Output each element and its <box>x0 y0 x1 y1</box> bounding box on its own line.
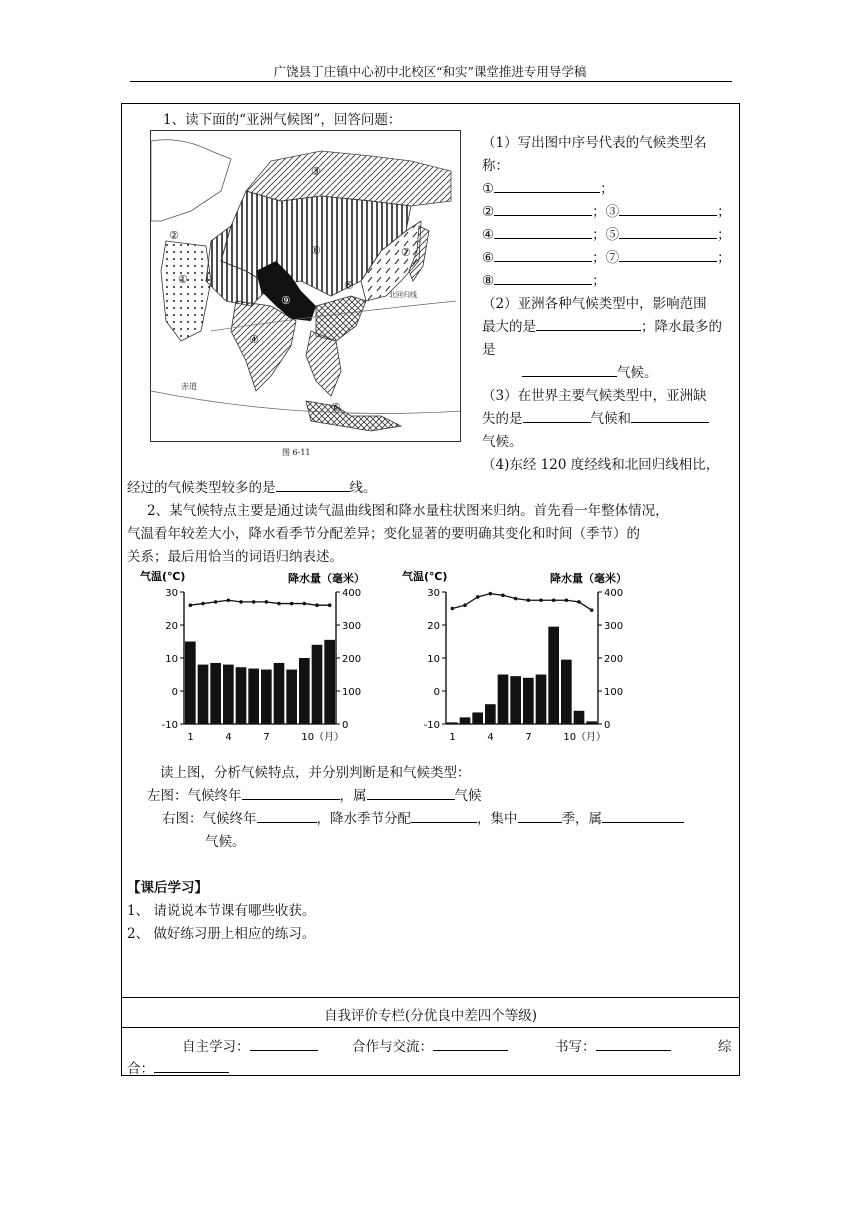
precip-bar <box>523 678 534 724</box>
answer-blank[interactable] <box>494 180 600 193</box>
temperature-point <box>201 602 205 606</box>
answer-blank[interactable] <box>536 318 641 331</box>
answer-blank[interactable] <box>494 272 592 285</box>
text: 线。 <box>349 480 377 496</box>
x-tick-label: 10（月） <box>301 732 345 743</box>
map-caption: 图 6-11 <box>282 448 311 457</box>
map-num-1: ① <box>178 273 188 286</box>
precip-bar <box>312 645 323 724</box>
text: 经过的气候类型较多的是 <box>127 480 276 496</box>
semicolon: ； <box>592 204 606 220</box>
x-tick-label: 7 <box>263 732 270 743</box>
answer-row-1 <box>482 177 614 197</box>
y2-tick-label: 0 <box>604 720 611 731</box>
item-label: ④ <box>482 227 495 243</box>
item-label: ⑤ <box>605 227 620 243</box>
text: 书写： <box>555 1039 596 1055</box>
x-tick-label: 7 <box>525 732 532 743</box>
answer-blank[interactable] <box>522 364 617 377</box>
precip-bar <box>447 722 458 724</box>
y1-tick-label: 10 <box>427 654 440 665</box>
q1-p4-line2 <box>127 476 377 496</box>
temperature-point <box>315 603 319 607</box>
temperature-point <box>552 598 556 602</box>
map-num-2: ② <box>169 229 179 242</box>
precip-bar <box>536 675 547 725</box>
map-num-3: ③ <box>311 165 321 178</box>
y2-tick-label: 400 <box>342 588 362 599</box>
answer-row-2 <box>482 200 731 220</box>
answer-blank[interactable] <box>257 810 317 823</box>
precip-bar <box>472 712 483 724</box>
divider <box>122 997 739 998</box>
answer-blank[interactable] <box>619 226 717 239</box>
text: 自主学习： <box>182 1039 250 1055</box>
q1-intro: 1、读下面的“亚洲气候图”，回答问题： <box>163 112 402 128</box>
map-num-5: ⑤ <box>344 279 354 292</box>
map-num-6: ⑥ <box>331 401 341 414</box>
text: 季，属 <box>561 811 602 827</box>
temperature-point <box>539 598 543 602</box>
precip-bar <box>498 675 509 725</box>
precip-bar <box>510 676 521 724</box>
text: ；降水最多的 <box>641 319 722 335</box>
map-equator-label: 赤道 <box>181 382 197 391</box>
q2-left <box>147 784 482 804</box>
q2-line3: 关系；最后用恰当的词语归纳表述。 <box>127 549 343 565</box>
temperature-point <box>265 600 269 604</box>
after-class-item-1: 1、 请说说本节课有哪些收获。 <box>127 903 316 919</box>
x-tick-label: 4 <box>225 732 232 743</box>
precip-bar <box>561 660 572 724</box>
precip-bar <box>223 665 234 724</box>
y1-axis-label: 气温(℃) <box>402 570 448 583</box>
eval-writing <box>555 1035 671 1055</box>
item-label: ③ <box>605 204 620 220</box>
y2-tick-label: 100 <box>342 687 362 698</box>
q1-p4-line1: （4)东经 120 度经线和北回归线相比， <box>482 457 720 473</box>
y1-tick-label: 30 <box>427 588 440 599</box>
text: 失的是 <box>482 411 523 427</box>
eval-self-study <box>182 1035 318 1055</box>
q1-p2-line4 <box>522 361 658 381</box>
temperature-point <box>489 592 493 596</box>
x-tick-label: 1 <box>449 732 456 743</box>
q2-right-end: 气候。 <box>205 834 246 850</box>
text: 右图：气候终年 <box>162 811 257 827</box>
temperature-point <box>290 602 294 606</box>
semicolon: ； <box>592 227 606 243</box>
q2-read: 读上图，分析气候特点，并分别判断是和气候类型： <box>160 765 471 781</box>
semicolon: ； <box>600 181 614 197</box>
q1-p2-line1: （2）亚洲各种气候类型中，影响范围 <box>482 296 707 312</box>
eval-cooperation <box>352 1035 508 1055</box>
answer-blank[interactable] <box>631 410 709 423</box>
eval-overall-2 <box>127 1057 229 1077</box>
precip-bar <box>236 667 247 724</box>
climate-chart-right <box>400 568 630 752</box>
q2-right <box>162 807 684 827</box>
precip-bar <box>299 658 310 724</box>
temperature-point <box>214 600 218 604</box>
temperature-point <box>451 607 455 611</box>
precip-bar <box>548 627 559 724</box>
answer-row-4 <box>482 246 731 266</box>
answer-row-5 <box>482 269 606 289</box>
after-class-item-2: 2、 做好练习册上相应的练习。 <box>127 926 316 942</box>
divider <box>122 1027 739 1028</box>
header-rule <box>130 81 732 82</box>
temperature-point <box>303 602 307 606</box>
y1-tick-label: 0 <box>433 687 440 698</box>
precip-bar <box>460 717 471 724</box>
text: 气候 <box>454 788 482 804</box>
y1-tick-label: 30 <box>165 588 178 599</box>
answer-blank[interactable] <box>276 479 350 492</box>
precip-bar <box>485 704 496 724</box>
semicolon: ； <box>592 273 606 289</box>
precip-bar <box>185 642 196 725</box>
answer-blank[interactable] <box>596 1038 671 1051</box>
text: ，属 <box>339 788 367 804</box>
temperature-line <box>190 600 329 605</box>
y2-tick-label: 100 <box>604 687 624 698</box>
precip-bar <box>210 663 221 724</box>
temperature-point <box>239 600 243 604</box>
temperature-point <box>277 602 281 606</box>
text: 气候。 <box>617 365 658 381</box>
eval-title: 自我评价专栏(分优良中差四个等级) <box>323 1008 538 1024</box>
answer-row-3 <box>482 223 731 243</box>
precip-bar <box>198 665 209 724</box>
text: 气候和 <box>590 411 631 427</box>
y2-axis-label: 降水量（毫米） <box>550 572 627 585</box>
temperature-point <box>514 597 518 601</box>
semicolon: ； <box>717 204 731 220</box>
temperature-point <box>189 603 193 607</box>
map-tropic-label: 北回归线 <box>389 291 417 299</box>
climate-chart-right-svg <box>400 568 630 748</box>
answer-blank[interactable] <box>411 810 477 823</box>
precip-bar <box>574 711 585 724</box>
precip-bar <box>248 669 259 724</box>
temperature-point <box>527 598 531 602</box>
climate-chart-left-svg <box>138 568 368 748</box>
item-label: ② <box>482 204 495 220</box>
map-num-7: ⑦ <box>401 246 411 259</box>
y1-tick-label: 20 <box>427 621 440 632</box>
y1-axis-label: 气温(℃) <box>140 570 186 583</box>
y2-tick-label: 300 <box>342 621 362 632</box>
answer-blank[interactable] <box>367 787 455 800</box>
y1-tick-label: -10 <box>161 720 178 731</box>
x-tick-label: 10（月） <box>563 732 607 743</box>
q1-p1-line2: 称： <box>482 158 509 174</box>
y1-tick-label: 20 <box>165 621 178 632</box>
q1-p2-line2 <box>482 315 722 335</box>
precip-bar <box>324 640 335 724</box>
y2-tick-label: 0 <box>342 720 349 731</box>
item-label: ⑧ <box>482 273 495 289</box>
answer-blank[interactable] <box>518 810 562 823</box>
answer-blank[interactable] <box>619 203 717 216</box>
text: ，降水季节分配 <box>316 811 411 827</box>
semicolon: ； <box>717 227 731 243</box>
asia-climate-map <box>150 130 461 442</box>
q1-p2-line3: 是 <box>482 342 496 358</box>
answer-blank[interactable] <box>523 410 591 423</box>
x-tick-label: 1 <box>187 732 194 743</box>
temperature-point <box>577 600 581 604</box>
q1-p3-line3: 气候。 <box>482 434 523 450</box>
temperature-point <box>501 594 505 598</box>
q2-line2: 气温看年较差大小，降水看季节分配差异；变化显著的要明确其变化和时间（季节）的 <box>127 526 640 542</box>
item-label: ⑦ <box>605 250 620 266</box>
temperature-point <box>565 598 569 602</box>
y2-tick-label: 300 <box>604 621 624 632</box>
y2-axis-label: 降水量（毫米） <box>288 572 365 585</box>
answer-blank[interactable] <box>494 203 592 216</box>
temperature-point <box>328 603 332 607</box>
q1-p1-line1: （1）写出图中序号代表的气候类型名 <box>482 135 707 151</box>
temperature-point <box>252 600 256 604</box>
answer-blank[interactable] <box>154 1060 229 1073</box>
text: 合作与交流： <box>352 1039 433 1055</box>
answer-blank[interactable] <box>242 787 340 800</box>
temperature-point <box>227 598 231 602</box>
y2-tick-label: 200 <box>342 654 362 665</box>
temperature-point <box>590 608 594 612</box>
text: ，集中 <box>477 811 518 827</box>
answer-blank[interactable] <box>602 810 684 823</box>
precip-bar <box>286 670 297 724</box>
y1-tick-label: 10 <box>165 654 178 665</box>
answer-blank[interactable] <box>250 1038 318 1051</box>
map-num-4: ④ <box>249 333 259 346</box>
y2-tick-label: 400 <box>604 588 624 599</box>
x-tick-label: 4 <box>487 732 494 743</box>
after-class-title: 【课后学习】 <box>127 880 208 896</box>
y1-tick-label: -10 <box>423 720 440 731</box>
text: 合： <box>127 1061 154 1077</box>
precip-bar <box>586 721 597 724</box>
eval-overall-1: 综 <box>718 1039 732 1055</box>
q2-line1: 2、某气候特点主要是通过读气温曲线图和降水量柱状图来归纳。首先看一年整体情况， <box>147 503 669 519</box>
map-num-8: ⑧ <box>311 244 321 257</box>
precip-bar <box>274 663 285 724</box>
q1-p3-line2 <box>482 407 709 427</box>
semicolon: ； <box>592 250 606 266</box>
precip-bar <box>261 670 272 724</box>
item-label: ⑥ <box>482 250 495 266</box>
answer-blank[interactable] <box>494 226 592 239</box>
temperature-point <box>476 595 480 599</box>
answer-blank[interactable] <box>619 249 717 262</box>
map-num-9: ⑨ <box>281 294 291 307</box>
text: 左图：气候终年 <box>147 788 242 804</box>
q1-p3-line1: （3）在世界主要气候类型中，亚洲缺 <box>482 388 707 404</box>
semicolon: ； <box>717 250 731 266</box>
y1-tick-label: 0 <box>171 687 178 698</box>
temperature-line <box>452 594 591 611</box>
temperature-point <box>463 603 467 607</box>
page-header: 广饶县丁庄镇中心初中北校区“和实”课堂推进专用导学稿 <box>273 64 587 79</box>
text: 最大的是 <box>482 319 536 335</box>
item-label: ① <box>482 181 495 197</box>
answer-blank[interactable] <box>433 1038 508 1051</box>
answer-blank[interactable] <box>494 249 592 262</box>
y2-tick-label: 200 <box>604 654 624 665</box>
asia-map-drawing <box>151 131 461 442</box>
climate-chart-left <box>138 568 368 752</box>
